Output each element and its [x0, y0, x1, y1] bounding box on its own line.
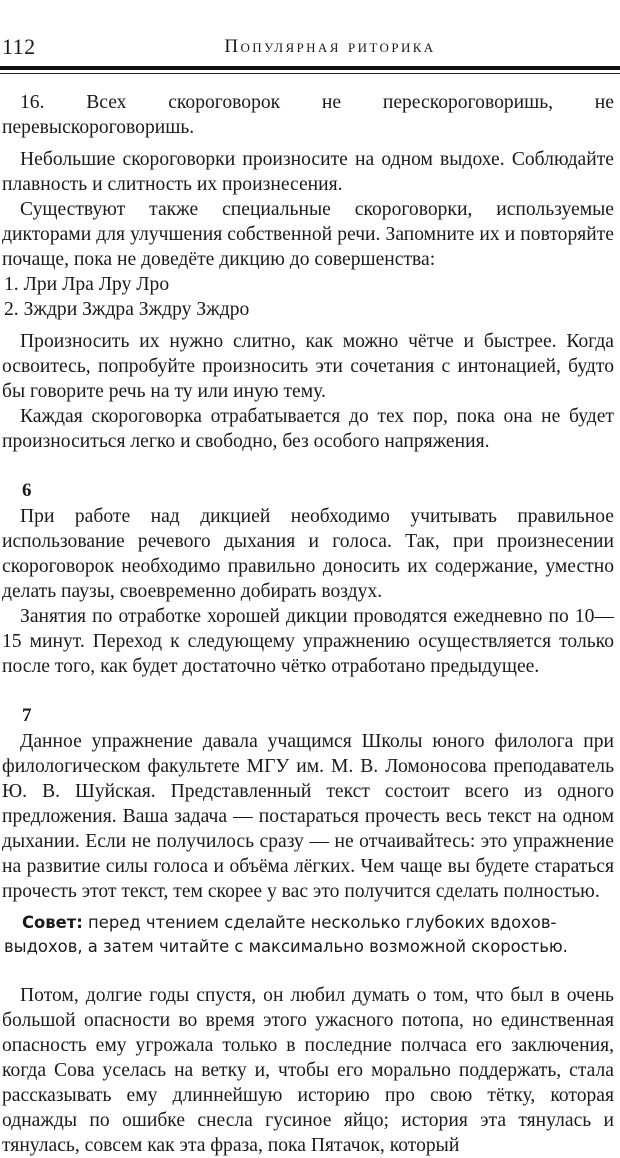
section-number-6: 6 — [22, 480, 32, 501]
header-rule-thick — [0, 66, 620, 70]
tip-label: Совет: — [22, 913, 83, 932]
paragraph-practice: Каждая скороговорка отрабатывается до тех пор, пока она не будет произноситься легко и свободно, без особого напряжения. — [2, 406, 614, 452]
final-paragraph: Потом, долгие годы спустя, он любил думать о том, что был в очень большой опасности во время этого ужасного потопа, но единственная опасность ему угрожала только в последние полчаса его заключения, когда Сова уселась на ветку и, чтобы его морально поддержать, стала рассказывать ему длиннейшую историю про свою тётку, которая однажды по ошибке снесла гусиное яйцо; история эта тянулась и тянулась, совсем как эта фраза, пока Пятачок, который — [2, 985, 614, 1156]
page-number: 112 — [2, 34, 36, 59]
tip-box — [2, 911, 614, 959]
paragraph-short-twisters: Небольшие скороговорки произносите на одном выдохе. Соблюдайте плавность и слитность их произнесения. — [2, 149, 614, 195]
tip-text: перед чтением сделайте несколько глубоких вдохов-выдохов, а затем читайте с максимально возможной скоростью. — [4, 913, 568, 956]
paragraph-pronounce: Произносить их нужно слитно, как можно чётче и быстрее. Когда освоитесь, попробуйте произносить эти сочетания с интонацией, будто бы говорите речь на ту или иную тему. — [2, 331, 614, 402]
section-number-7: 7 — [22, 705, 32, 726]
list-item-1: 1. Лри Лра Лру Лро — [4, 274, 170, 295]
section7-paragraph: Данное упражнение давала учащимся Школы юного филолога при филологическом факультете МГУ им. М. В. Ломоносова преподаватель Ю. В. Шуйская. Представленный текст состоит всего из одного предложения. Ваша задача — постараться прочесть весь текст на одном дыхании. Если не получилось сразу — не отчаивайтесь: это упражнение на развитие силы голоса и объёма лёгких. Чем чаще вы будете стараться прочесть этот текст, тем скорее у вас это получится сделать полностью. — [2, 731, 614, 902]
section6-paragraph-2: Занятия по отработке хорошей дикции проводятся ежедневно по 10—15 минут. Переход к следующему упражнению осуществляется только после того, как будет достаточно чётко отработано предыдущее. — [2, 606, 614, 677]
list-item-2: 2. Зждри Зждра Зждру Зждро — [4, 299, 250, 320]
page-header — [0, 30, 620, 64]
running-title: Популярная риторика — [224, 36, 436, 57]
header-rule-thin — [0, 73, 620, 74]
page-content — [2, 90, 614, 1158]
section6-paragraph-1: При работе над дикцией необходимо учитывать правильное использование речевого дыхания и голоса. Так, при произнесении скороговорок необходимо правильно доносить их содержание, уместно делать паузы, своевременно добирать воздух. — [2, 506, 614, 602]
paragraph-announcer-twisters: Существуют также специальные скороговорки, используемые дикторами для улучшения собственной речи. Запомните их и повторяйте почаще, пока не доведёте дикцию до совершенства: — [2, 199, 614, 270]
tongue-twister-16: 16. Всех скороговорок не перескороговоришь, не перевыскороговоришь. — [2, 92, 614, 138]
